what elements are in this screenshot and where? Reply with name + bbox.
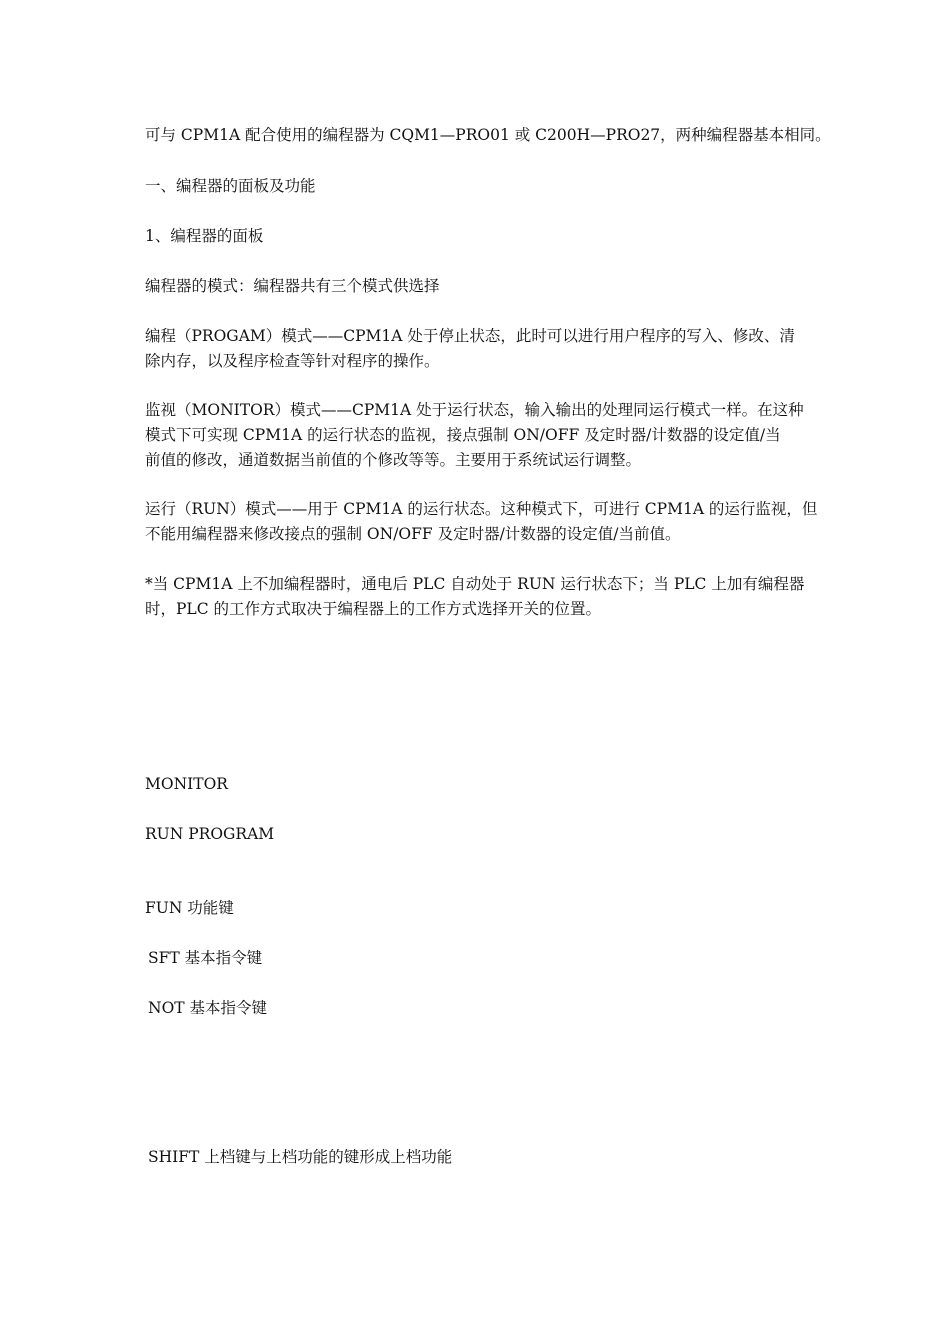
text-line: 编程器的模式：编程器共有三个模式供选择 bbox=[145, 277, 440, 295]
text-line: FUN 功能键 bbox=[145, 899, 234, 917]
label-run-program bbox=[145, 822, 815, 847]
note-paragraph bbox=[145, 572, 815, 622]
text-line: 编程（PROGAM）模式——CPM1A 处于停止状态，此时可以进行用户程序的写入、修改、清 bbox=[145, 327, 795, 345]
text-line: SFT 基本指令键 bbox=[148, 949, 263, 967]
text-line: MONITOR bbox=[145, 775, 228, 793]
text-line: 前值的修改，通道数据当前值的个修改等等。主要用于系统试运行调整。 bbox=[145, 451, 642, 469]
text-line: SHIFT 上档键与上档功能的键形成上档功能 bbox=[148, 1148, 453, 1166]
text-line: RUN PROGRAM bbox=[145, 825, 275, 843]
monitor-mode-paragraph bbox=[145, 398, 815, 473]
label-shift-key bbox=[148, 1145, 818, 1170]
label-monitor bbox=[145, 772, 815, 797]
text-line: 可与 CPM1A 配合使用的编程器为 CQM1—PRO01 或 C200H—PRO27，两种编程器基本相同。 bbox=[145, 126, 831, 144]
section-heading bbox=[145, 174, 815, 199]
modes-intro-paragraph bbox=[145, 274, 815, 299]
text-line: 时，PLC 的工作方式取决于编程器上的工作方式选择开关的位置。 bbox=[145, 600, 602, 618]
run-mode-paragraph bbox=[145, 497, 818, 547]
text-line: *当 CPM1A 上不加编程器时，通电后 PLC 自动处于 RUN 运行状态下；当 PLC 上加有编程器 bbox=[145, 575, 805, 593]
text-line: 除内存，以及程序检查等针对程序的操作。 bbox=[145, 352, 440, 370]
text-line: 一、编程器的面板及功能 bbox=[145, 177, 316, 195]
text-line: 监视（MONITOR）模式——CPM1A 处于运行状态，输入输出的处理同运行模式一样。在这种 bbox=[145, 401, 804, 419]
label-not-key bbox=[148, 996, 818, 1021]
label-fun-key bbox=[145, 896, 815, 921]
text-line: NOT 基本指令键 bbox=[148, 999, 268, 1017]
label-sft-key bbox=[148, 946, 818, 971]
text-line: 不能用编程器来修改接点的强制 ON/OFF 及定时器/计数器的设定值/当前值。 bbox=[145, 525, 681, 543]
text-line: 1、编程器的面板 bbox=[145, 227, 264, 245]
intro-paragraph bbox=[145, 123, 831, 148]
text-line: 模式下可实现 CPM1A 的运行状态的监视，接点强制 ON/OFF 及定时器/计数器的设定值/当 bbox=[145, 426, 781, 444]
program-mode-paragraph bbox=[145, 324, 815, 374]
text-line: 运行（RUN）模式——用于 CPM1A 的运行状态。这种模式下，可进行 CPM1A 的运行监视，但 bbox=[145, 500, 818, 518]
subsection-heading bbox=[145, 224, 815, 249]
